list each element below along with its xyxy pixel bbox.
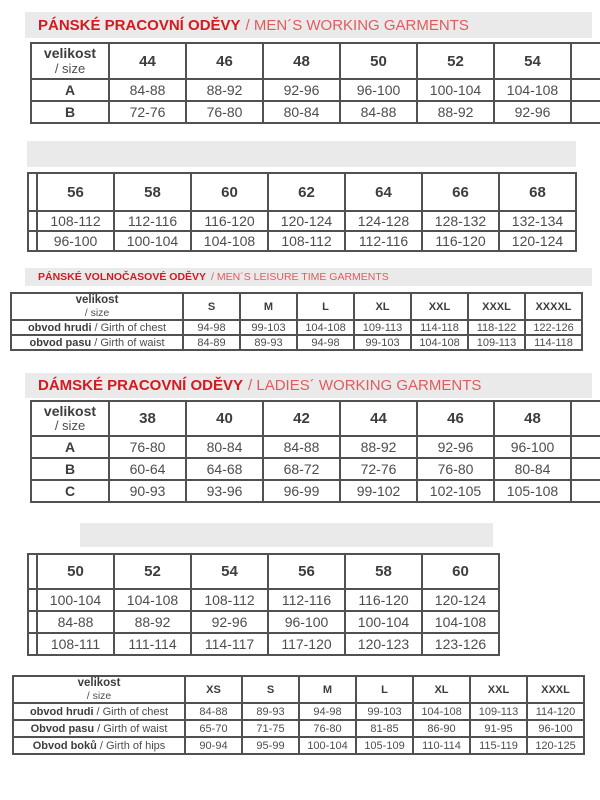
size-value: 96-99 <box>263 480 340 502</box>
table-row <box>11 320 582 335</box>
table-header-row <box>31 401 600 436</box>
size-value: 115-119 <box>470 737 527 754</box>
size-value: 99-102 <box>340 480 417 502</box>
size-value: 100-104 <box>345 611 422 633</box>
mens-working-sizes-44-54-table <box>30 42 600 124</box>
row-label: Obvod pasu / Girth of waist <box>13 720 185 737</box>
size-value: 99-103 <box>356 703 413 720</box>
size-value: 88-92 <box>114 611 191 633</box>
size-value: 109-113 <box>468 335 525 350</box>
ladies-working-sizes-50-60-table <box>27 553 500 656</box>
size-col: 64 <box>345 173 422 211</box>
size-value: 104-108 <box>422 611 499 633</box>
size-value: 76-80 <box>109 436 186 458</box>
size-value: 114-120 <box>527 703 584 720</box>
size-col: S <box>183 293 240 320</box>
size-value: 104-108 <box>413 703 470 720</box>
size-value: 116-120 <box>345 589 422 611</box>
mens-working-sizes-56-68-table <box>27 172 577 252</box>
size-value: 92-96 <box>191 611 268 633</box>
size-value: 112-116 <box>345 231 422 251</box>
size-col: XXXXL <box>525 293 582 320</box>
size-value: 80-84 <box>494 458 571 480</box>
size-value: 93-96 <box>186 480 263 502</box>
size-value: 88-92 <box>340 436 417 458</box>
section-title-en: / MEN´S WORKING GARMENTS <box>245 16 469 34</box>
table-row <box>31 436 600 458</box>
size-value: 128-132 <box>422 211 499 231</box>
clipped-cell <box>571 101 600 123</box>
size-col: 62 <box>268 173 345 211</box>
section-title-cz: DÁMSKÉ PRACOVNÍ ODĚVY <box>38 377 244 394</box>
size-value: 117-120 <box>268 633 345 655</box>
size-col: 50 <box>340 43 417 79</box>
clipped-cell <box>28 611 37 633</box>
size-col: 54 <box>494 43 571 79</box>
size-value: 104-108 <box>114 589 191 611</box>
size-value: 89-93 <box>240 335 297 350</box>
size-col: M <box>299 676 356 703</box>
table-header-row <box>28 554 499 589</box>
size-value: 116-120 <box>422 231 499 251</box>
table-header-row <box>13 676 584 703</box>
size-value: 112-116 <box>114 211 191 231</box>
row-label: obvod hrudi / Girth of chest <box>11 320 183 335</box>
size-value: 72-76 <box>109 101 186 123</box>
clipped-cell <box>571 436 600 458</box>
size-value: 108-112 <box>268 231 345 251</box>
size-value: 118-122 <box>468 320 525 335</box>
row-label: C <box>31 480 109 502</box>
size-col: 44 <box>340 401 417 436</box>
size-value: 92-96 <box>494 101 571 123</box>
size-value: 114-118 <box>525 335 582 350</box>
section-title-en: / MEN´S LEISURE TIME GARMENTS <box>211 271 389 283</box>
size-value: 120-124 <box>422 589 499 611</box>
size-col: 68 <box>499 173 576 211</box>
size-value: 84-88 <box>185 703 242 720</box>
size-col: 40 <box>186 401 263 436</box>
size-value: 84-88 <box>263 436 340 458</box>
table-row <box>31 79 600 101</box>
size-col: XXXL <box>468 293 525 320</box>
size-value: 120-123 <box>345 633 422 655</box>
size-col: 48 <box>494 401 571 436</box>
row-label: A <box>31 79 109 101</box>
size-value: 68-72 <box>263 458 340 480</box>
size-value: 100-104 <box>37 589 114 611</box>
table-header-row <box>28 173 576 211</box>
size-value: 104-108 <box>191 231 268 251</box>
size-value: 124-128 <box>345 211 422 231</box>
size-value: 72-76 <box>340 458 417 480</box>
clipped-col <box>28 554 37 589</box>
table-row <box>31 458 600 480</box>
table-row <box>31 480 600 502</box>
size-value: 120-124 <box>268 211 345 231</box>
size-value: 92-96 <box>263 79 340 101</box>
row-label: A <box>31 436 109 458</box>
size-value: 94-98 <box>183 320 240 335</box>
size-value: 109-113 <box>354 320 411 335</box>
size-value: 89-93 <box>242 703 299 720</box>
size-header-cell: velikost / size <box>31 43 109 79</box>
size-value: 99-103 <box>240 320 297 335</box>
size-header-cell: velikost / size <box>11 293 183 320</box>
size-value: 120-125 <box>527 737 584 754</box>
size-value: 80-84 <box>186 436 263 458</box>
size-value: 95-99 <box>242 737 299 754</box>
row-label: B <box>31 101 109 123</box>
size-value: 108-112 <box>37 211 114 231</box>
size-header-cell: velikost / size <box>13 676 185 703</box>
size-value: 94-98 <box>297 335 354 350</box>
size-value: 120-124 <box>499 231 576 251</box>
size-value: 100-104 <box>299 737 356 754</box>
size-col: 48 <box>263 43 340 79</box>
table-row <box>13 737 584 754</box>
clipped-cell <box>571 458 600 480</box>
size-value: 100-104 <box>417 79 494 101</box>
size-value: 102-105 <box>417 480 494 502</box>
size-col: M <box>240 293 297 320</box>
size-value: 108-112 <box>191 589 268 611</box>
size-col: 52 <box>417 43 494 79</box>
size-col: L <box>297 293 354 320</box>
size-col: 46 <box>417 401 494 436</box>
table-row <box>13 720 584 737</box>
size-header-cell: velikost / size <box>31 401 109 436</box>
size-col: 58 <box>114 173 191 211</box>
table-row <box>28 633 499 655</box>
size-value: 94-98 <box>299 703 356 720</box>
row-label: obvod pasu / Girth of waist <box>11 335 183 350</box>
clipped-cell <box>28 633 37 655</box>
size-value: 84-88 <box>109 79 186 101</box>
table-row <box>28 611 499 633</box>
table-row <box>31 101 600 123</box>
row-label: B <box>31 458 109 480</box>
size-value: 84-89 <box>183 335 240 350</box>
size-col: 44 <box>109 43 186 79</box>
ladies-working-sizes-38-48-table <box>30 400 600 503</box>
size-value: 84-88 <box>37 611 114 633</box>
size-value: 88-92 <box>417 101 494 123</box>
table-row <box>13 703 584 720</box>
size-value: 132-134 <box>499 211 576 231</box>
clipped-cell <box>28 231 37 251</box>
size-col: 42 <box>263 401 340 436</box>
size-col: 54 <box>191 554 268 589</box>
section-header-ladies-working <box>25 373 592 398</box>
size-col: 56 <box>37 173 114 211</box>
size-value: 80-84 <box>263 101 340 123</box>
size-value: 122-126 <box>525 320 582 335</box>
clipped-cell <box>571 480 600 502</box>
size-value: 105-108 <box>494 480 571 502</box>
size-value: 60-64 <box>109 458 186 480</box>
size-value: 99-103 <box>354 335 411 350</box>
size-value: 123-126 <box>422 633 499 655</box>
size-value: 116-120 <box>191 211 268 231</box>
table-row <box>28 211 576 231</box>
size-value: 86-90 <box>413 720 470 737</box>
size-col: 50 <box>37 554 114 589</box>
size-col: XXL <box>470 676 527 703</box>
size-value: 92-96 <box>417 436 494 458</box>
size-value: 81-85 <box>356 720 413 737</box>
size-value: 104-108 <box>494 79 571 101</box>
size-col: XS <box>185 676 242 703</box>
table-header-row <box>11 293 582 320</box>
size-value: 90-93 <box>109 480 186 502</box>
row-label: Obvod boků / Girth of hips <box>13 737 185 754</box>
size-value: 104-108 <box>297 320 354 335</box>
size-value: 96-100 <box>494 436 571 458</box>
clipped-cell <box>28 589 37 611</box>
size-value: 110-114 <box>413 737 470 754</box>
size-value: 76-80 <box>417 458 494 480</box>
size-col: XXL <box>411 293 468 320</box>
size-col: XXXL <box>527 676 584 703</box>
size-col: XL <box>354 293 411 320</box>
size-value: 104-108 <box>411 335 468 350</box>
size-col: 60 <box>191 173 268 211</box>
size-value: 100-104 <box>114 231 191 251</box>
size-value: 76-80 <box>299 720 356 737</box>
size-value: 112-116 <box>268 589 345 611</box>
size-value: 109-113 <box>470 703 527 720</box>
size-value: 88-92 <box>186 79 263 101</box>
size-col: 56 <box>268 554 345 589</box>
table-row <box>28 231 576 251</box>
size-value: 96-100 <box>527 720 584 737</box>
size-value: 96-100 <box>268 611 345 633</box>
size-value: 96-100 <box>340 79 417 101</box>
table-row <box>28 589 499 611</box>
size-value: 96-100 <box>37 231 114 251</box>
size-col: 38 <box>109 401 186 436</box>
section-title-cz: PÁNSKÉ PRACOVNÍ ODĚVY <box>38 16 241 34</box>
size-value: 114-118 <box>411 320 468 335</box>
size-value: 64-68 <box>186 458 263 480</box>
table-row <box>11 335 582 350</box>
spacer-band <box>27 141 576 167</box>
size-col: 60 <box>422 554 499 589</box>
section-header-mens-working <box>25 12 592 38</box>
size-col: L <box>356 676 413 703</box>
spacer-band <box>80 523 493 547</box>
size-value: 71-75 <box>242 720 299 737</box>
clipped-cell <box>571 79 600 101</box>
size-col: S <box>242 676 299 703</box>
section-title-en: / LADIES´ WORKING GARMENTS <box>248 377 482 394</box>
mens-leisure-table <box>10 292 583 351</box>
size-value: 108-111 <box>37 633 114 655</box>
size-value: 105-109 <box>356 737 413 754</box>
section-header-mens-leisure <box>25 268 592 286</box>
size-col: 66 <box>422 173 499 211</box>
size-col: 46 <box>186 43 263 79</box>
size-value: 111-114 <box>114 633 191 655</box>
size-col: 52 <box>114 554 191 589</box>
section-title-cz: PÁNSKÉ VOLNOČASOVÉ ODĚVY <box>38 271 207 283</box>
size-value: 91-95 <box>470 720 527 737</box>
clipped-col <box>571 401 600 436</box>
clipped-cell <box>28 211 37 231</box>
clipped-col <box>571 43 600 79</box>
size-value: 84-88 <box>340 101 417 123</box>
size-value: 76-80 <box>186 101 263 123</box>
size-value: 65-70 <box>185 720 242 737</box>
size-value: 114-117 <box>191 633 268 655</box>
size-value: 90-94 <box>185 737 242 754</box>
table-header-row <box>31 43 600 79</box>
row-label: obvod hrudi / Girth of chest <box>13 703 185 720</box>
size-col: 58 <box>345 554 422 589</box>
ladies-leisure-table <box>12 675 585 755</box>
clipped-col <box>28 173 37 211</box>
size-col: XL <box>413 676 470 703</box>
